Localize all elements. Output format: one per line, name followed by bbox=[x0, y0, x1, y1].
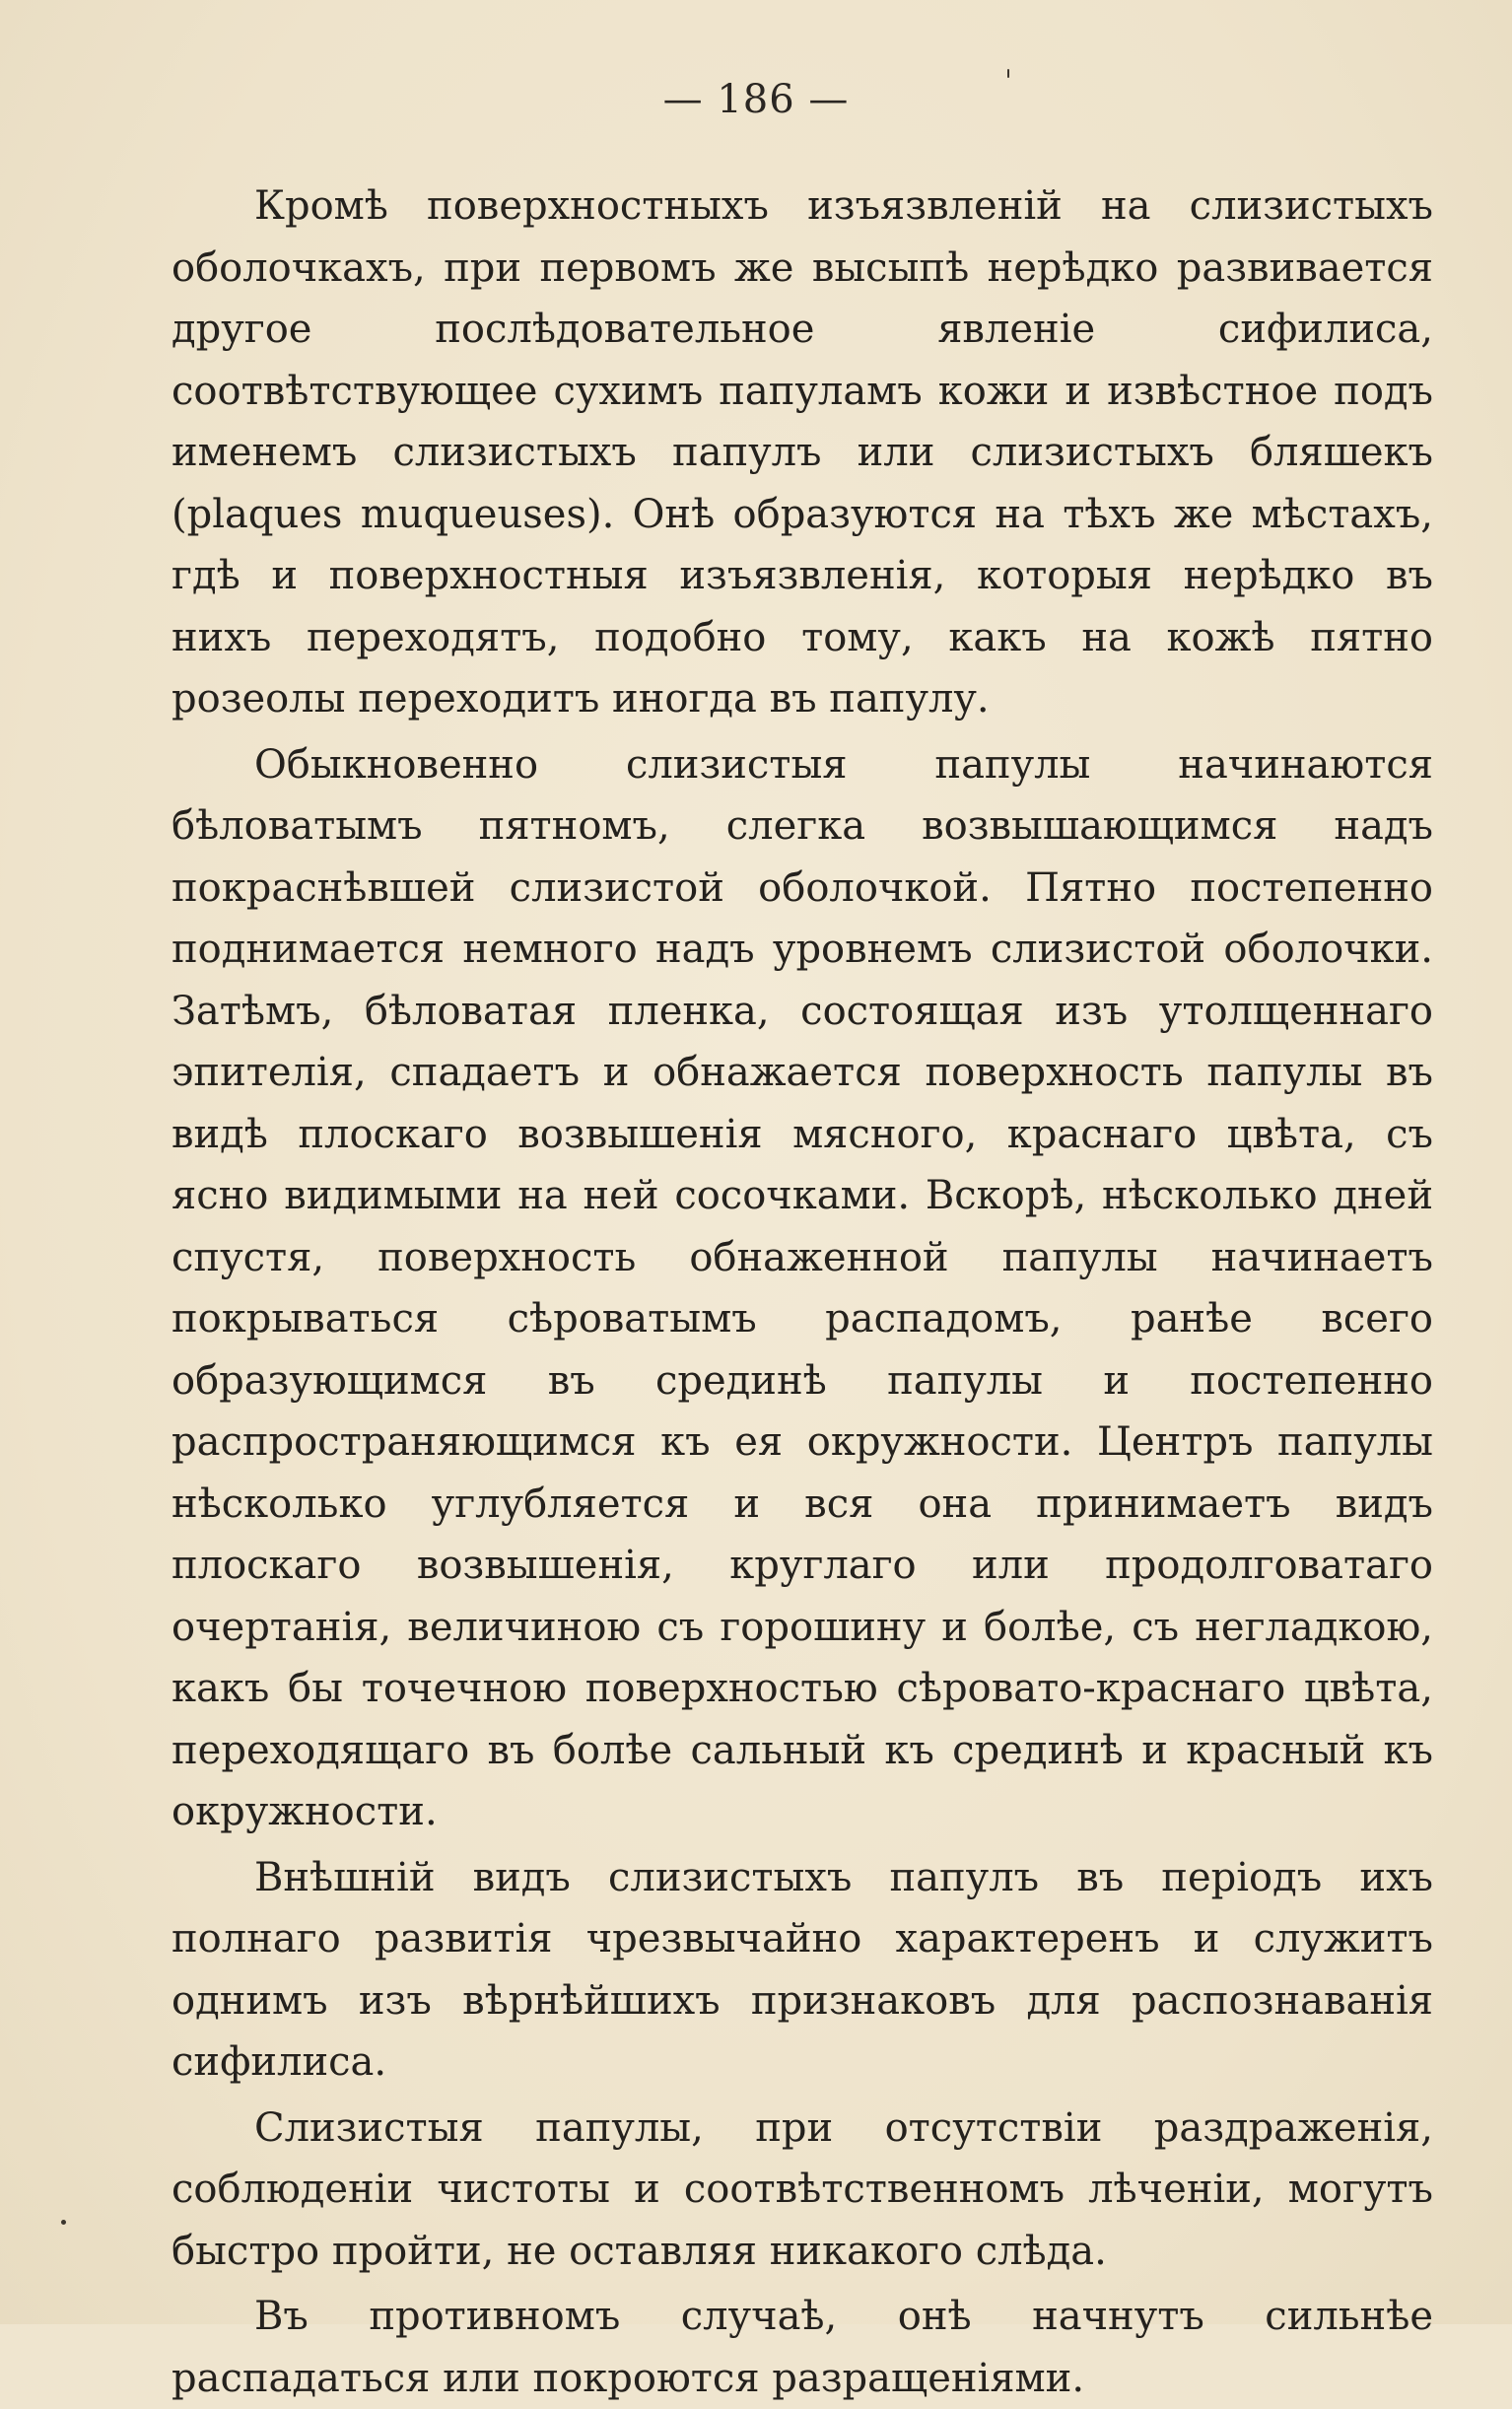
page-number: — 186 — bbox=[662, 77, 850, 122]
paragraph: Слизистыя папулы, при отсутствіи раздраженія, соблюденіи чистоты и соотвѣтственномъ лѣченіи, могутъ быстро пройти, не оставляя никакого слѣда. bbox=[172, 2104, 1433, 2274]
paragraph: Обыкновенно слизистыя папулы начинаются бѣловатымъ пятномъ, слегка возвышающимся надъ покраснѣвшей слизистой оболочкой. Пятно постепенно поднимается немного надъ уровнемъ слизистой оболочки. Затѣмъ, бѣловатая пленка, состоящая изъ утолщеннаго эпителія, спадаетъ и обнажается поверхность папулы въ видѣ плоскаго возвышенія мясного, краснаго цвѣта, съ ясно видимыми на ней сосочками. Вскорѣ, нѣсколько дней спустя, поверхность обнаженной папулы начинаетъ покрываться сѣроватымъ распадомъ, ранѣе всего образующимся въ срединѣ папулы и постепенно распространяющимся къ ея окружности. Центръ папулы нѣсколько углубляется и вся она принимаетъ видъ плоскаго возвышенія, круглаго или продолговатаго очертанія, величиною съ горошину и болѣе, съ негладкою, какъ бы точечною поверхностью сѣровато-краснаго цвѣта, переходящаго въ болѣе сальный къ срединѣ и красный къ окружности. bbox=[172, 741, 1433, 1834]
paragraph: Въ противномъ случаѣ, онѣ начнутъ сильнѣе распадаться или покроются разращеніями. bbox=[172, 2294, 1433, 2401]
paragraph: Кромѣ поверхностныхъ изъязвленій на слизистыхъ оболочкахъ, при первомъ же высыпѣ нерѣдко развивается другое послѣдовательное явленіе сифилиса, соотвѣтствующее сухимъ папуламъ кожи и извѣстное подъ именемъ слизистыхъ папулъ или слизистыхъ бляшекъ (plaques muqueuses). Онѣ образуются на тѣхъ же мѣстахъ, гдѣ и поверхностныя изъязвленія, которыя нерѣдко въ нихъ переходятъ, подобно тому, какъ на кожѣ пятно розеолы переходитъ иногда въ папулу. bbox=[172, 183, 1433, 722]
body-text bbox=[172, 175, 1433, 2409]
paragraph: Внѣшній видъ слизистыхъ папулъ въ періодъ ихъ полнаго развитія чрезвычайно характеренъ и служитъ однимъ изъ вѣрнѣйшихъ признаковъ для распознаванія сифилиса. bbox=[172, 1854, 1433, 2085]
ink-speck bbox=[1007, 69, 1009, 78]
ink-speck bbox=[61, 2220, 66, 2225]
